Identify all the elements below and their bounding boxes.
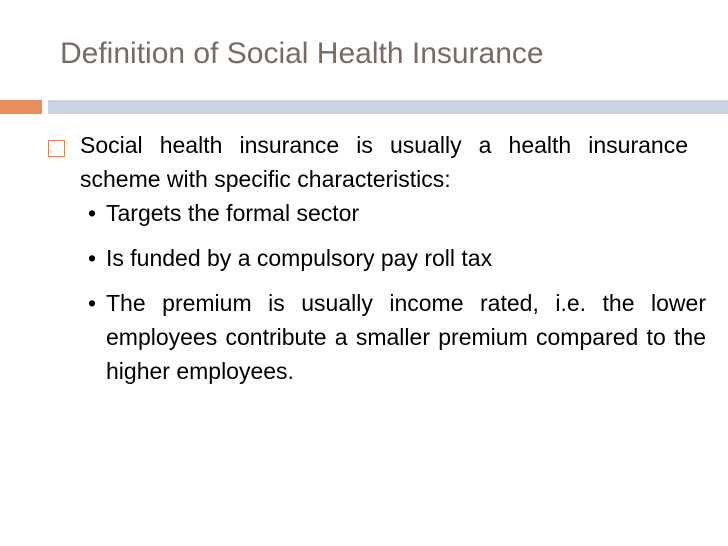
list-item — [88, 286, 706, 388]
title-rule-accent — [0, 100, 42, 114]
title-rule-bar — [48, 100, 728, 114]
list-item — [88, 196, 706, 230]
list-item-text: The premium is usually income rated, i.e. the lower employees contribute a smaller premium compared to the higher employees. — [106, 290, 706, 384]
slide-title: Definition of Social Health Insurance — [60, 37, 544, 70]
hollow-square-bullet-icon — [48, 140, 65, 157]
list-item-text: Targets the formal sector — [106, 200, 360, 226]
bullet-dot-icon: • — [88, 290, 97, 316]
list-item-text: Is funded by a compulsory pay roll tax — [106, 245, 493, 271]
bullet-dot-icon: • — [88, 245, 97, 271]
list-item — [88, 241, 706, 275]
definition-paragraph: Social health insurance is usually a health insurance scheme with specific characteristics: — [80, 132, 688, 192]
title-rule — [0, 100, 728, 114]
bullet-dot-icon: • — [88, 200, 97, 226]
